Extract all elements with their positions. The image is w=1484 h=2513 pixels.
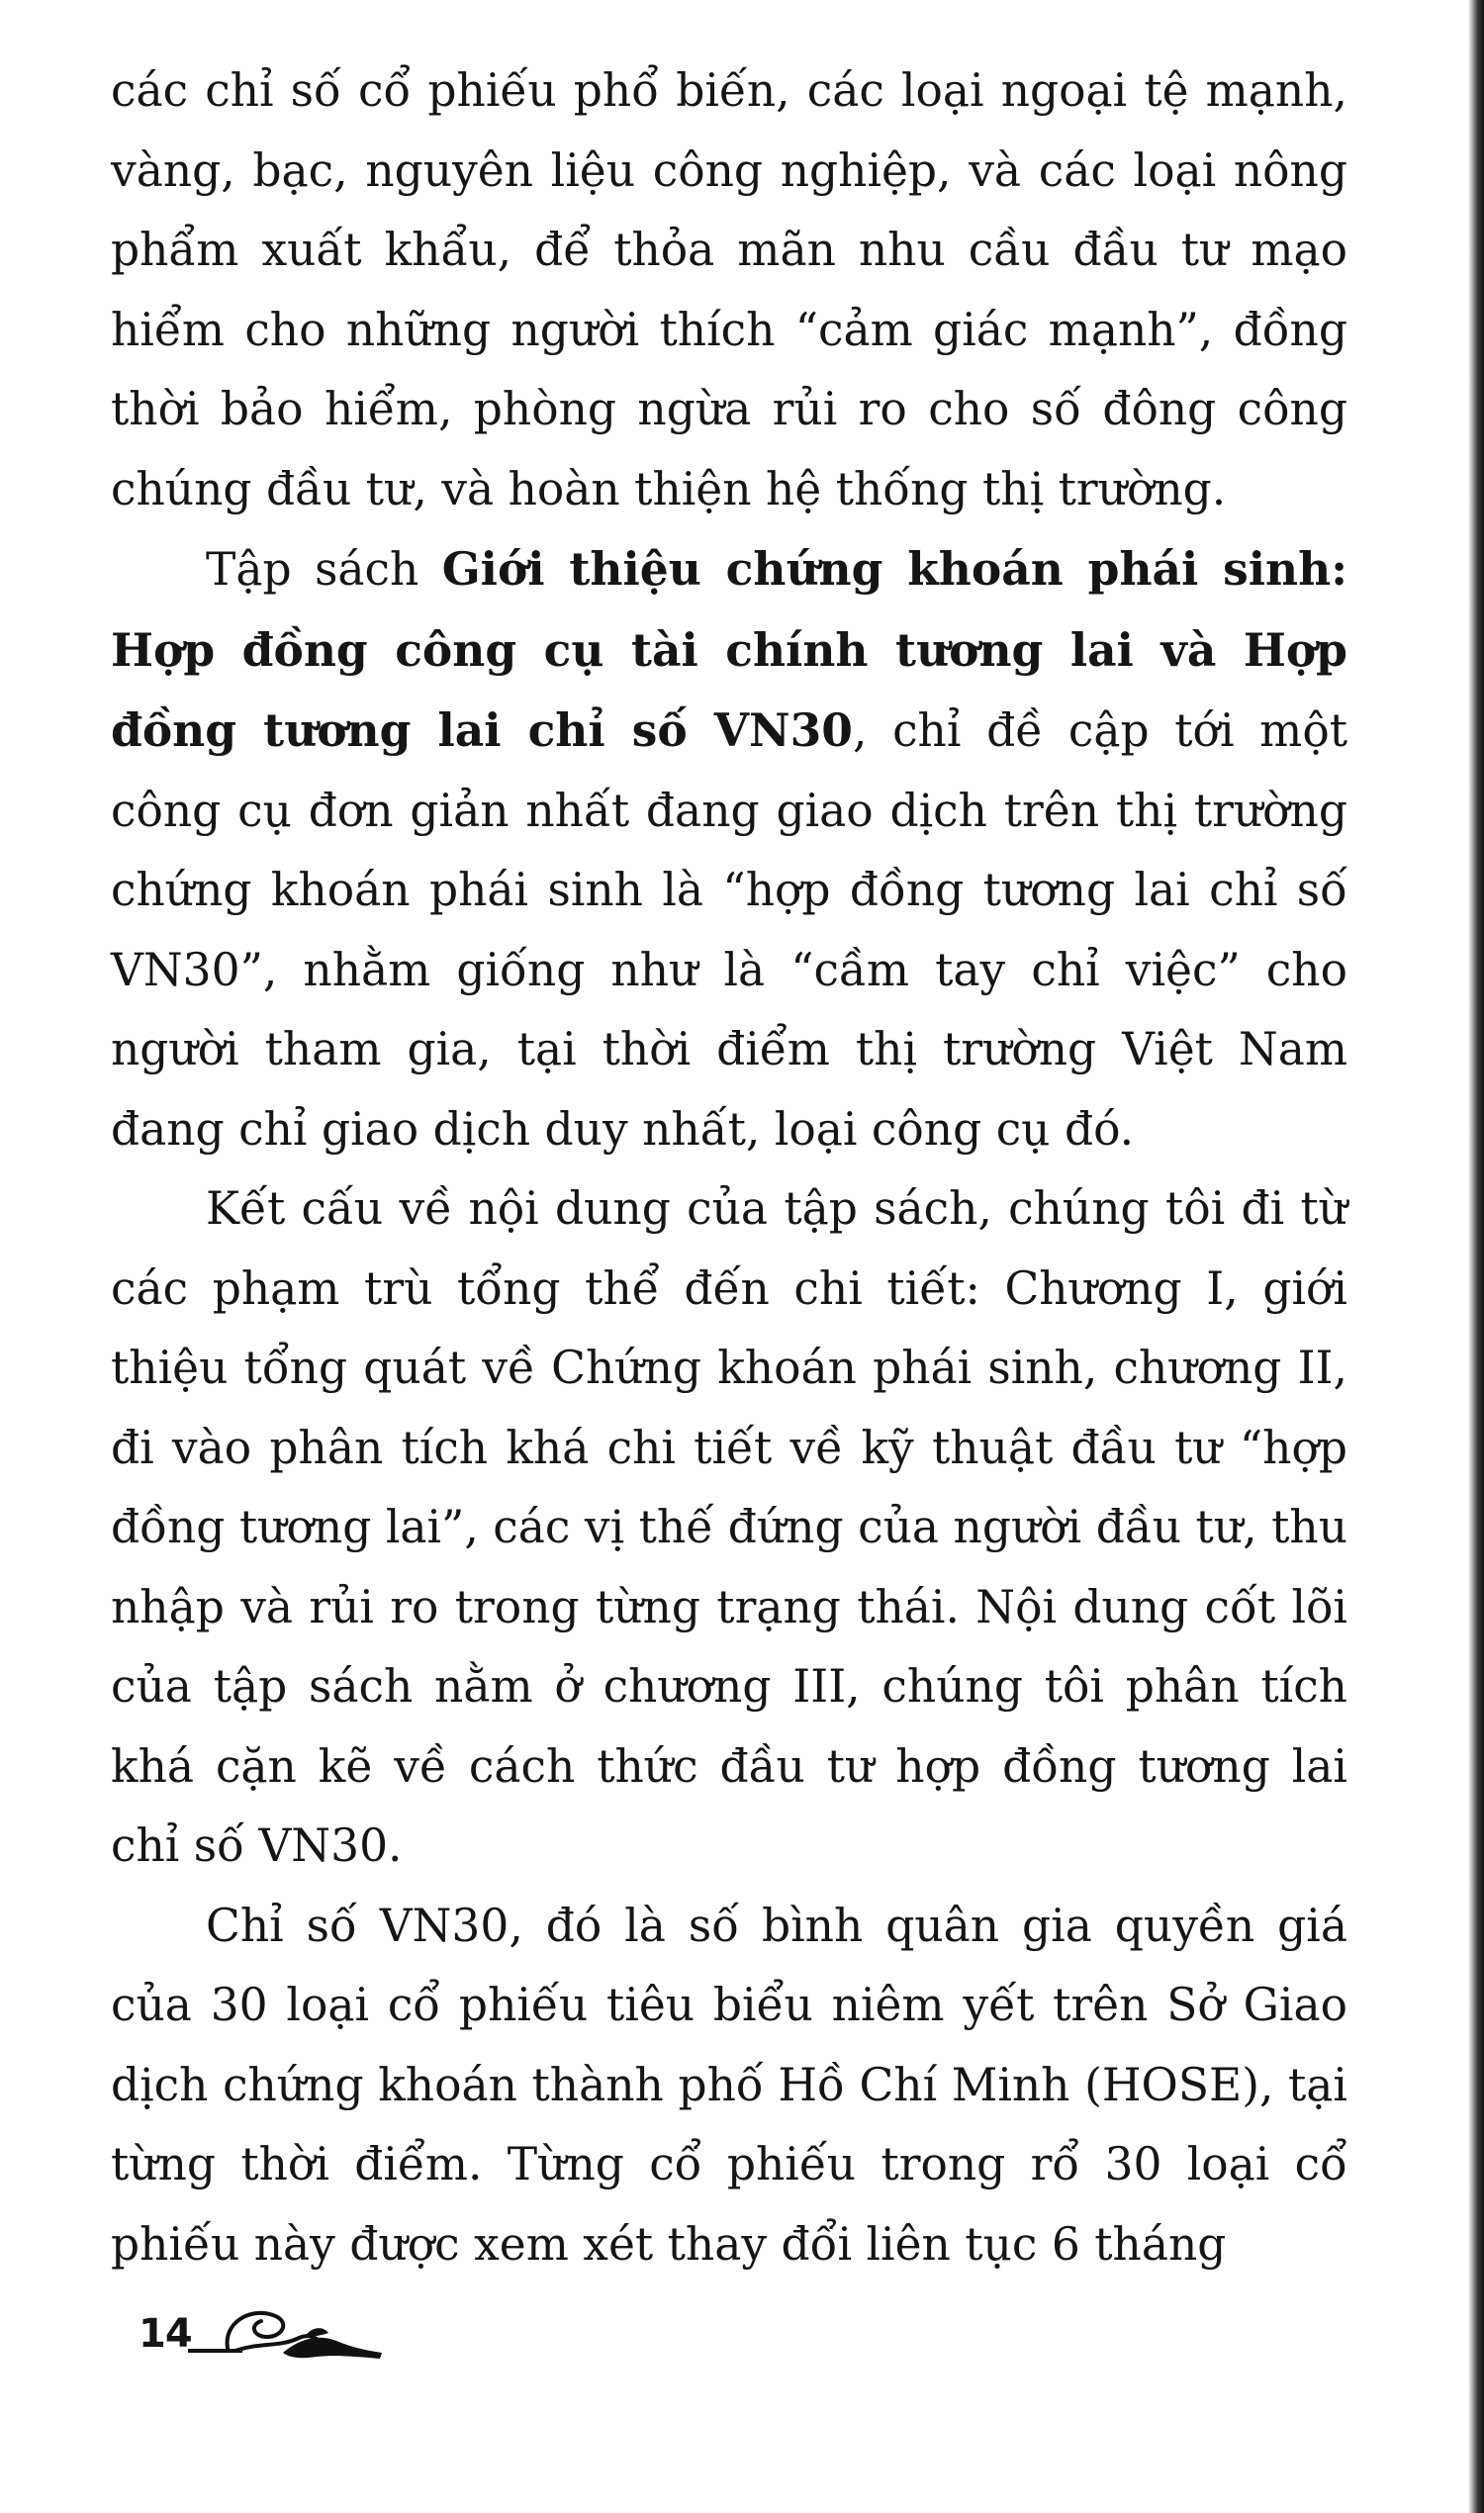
body-text [111, 51, 1347, 2284]
text-run: Kết cấu về nội dung của tập sách, chúng tôi đi từ các phạm trù tổng thể đến chi tiết: Chương I, giới thiệu tổng quát về Chứng khoán phái sinh, chương II, đi vào phân tích khá chi tiết về kỹ thuật đầu tư “hợp đồng tương lai”, các vị thế đứng của người đầu tư, thu nhập và rủi ro trong từng trạng thái. Nội dung cốt lõi của tập sách nằm ở chương III, chúng tôi phân tích khá cặn kẽ về cách thức đầu tư hợp đồng tương lai chỉ số VN30. [111, 1182, 1347, 1872]
ornament-icon [188, 2293, 386, 2373]
page-number: 14 [139, 2311, 192, 2357]
paragraph [111, 529, 1347, 1169]
text-run: Tập sách [206, 543, 442, 596]
page-footer [139, 2293, 386, 2373]
paragraph [111, 1169, 1347, 1887]
paragraph [111, 1887, 1347, 2285]
paragraph [111, 51, 1347, 529]
text-run: các chỉ số cổ phiếu phổ biến, các loại ngoại tệ mạnh, vàng, bạc, nguyên liệu công nghiệp, và các loại nông phẩm xuất khẩu, để thỏa mãn nhu cầu đầu tư mạo hiểm cho những người thích “cảm giác mạnh”, đồng thời bảo hiểm, phòng ngừa rủi ro cho số đông công chúng đầu tư, và hoàn thiện hệ thống thị trường. [111, 64, 1347, 515]
page-edge [1468, 0, 1484, 2513]
bold-text: Giới thiệu chứng khoán phái sinh: Hợp đồng công cụ tài chính tương lai và Hợp đồng tương lai chỉ số VN30 [111, 542, 1347, 757]
text-run: Chỉ số VN30, đó là số bình quân gia quyền giá của 30 loại cổ phiếu tiêu biểu niêm yết trên Sở Giao dịch chứng khoán thành phố Hồ Chí Minh (HOSE), tại từng thời điểm. Từng cổ phiếu trong rổ 30 loại cổ phiếu này được xem xét thay đổi liên tục 6 tháng [111, 1899, 1347, 2271]
text-run: , chỉ đề cập tới một công cụ đơn giản nhất đang giao dịch trên thị trường chứng khoán phái sinh là “hợp đồng tương lai chỉ số VN30”, nhằm giống như là “cầm tay chỉ việc” cho người tham gia, tại thời điểm thị trường Việt Nam đang chỉ giao dịch duy nhất, loại công cụ đó. [111, 704, 1347, 1156]
